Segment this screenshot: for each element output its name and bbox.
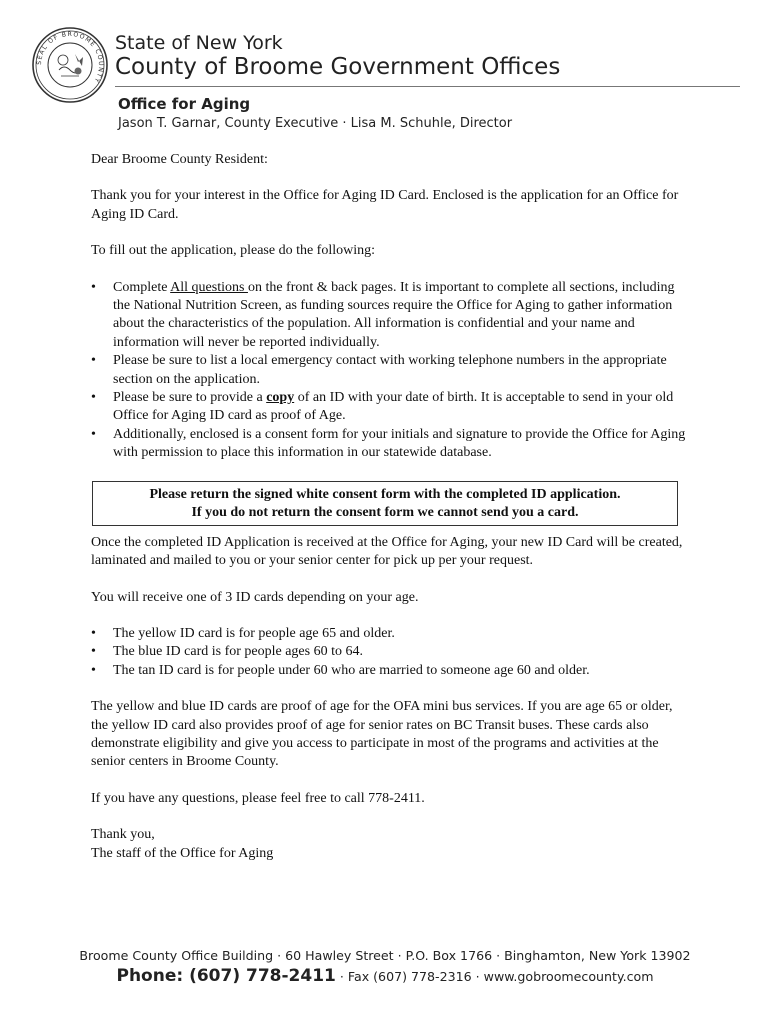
- instruction-text: on the front & back pages. It is important to complete all sections, including the National Nutrition Screen, as funding sources require the Office for Aging to gather information about the characteristics of the population. All information is confidential and your name and information will never be reported individually.: [113, 279, 675, 350]
- list-item: [91, 352, 691, 389]
- card-text: The yellow ID card is for people age 65 and older.: [113, 625, 395, 641]
- cards-lead: You will receive one of 3 ID cards depending on your age.: [91, 589, 419, 605]
- salutation: Dear Broome County Resident:: [91, 152, 268, 167]
- letter-body: [91, 151, 691, 863]
- header-office: Office for Aging: [118, 95, 251, 113]
- closing: Thank you,: [91, 827, 155, 843]
- notice-line-2: If you do not return the consent form we cannot send you a card.: [191, 504, 579, 520]
- intro-paragraph: Thank you for your interest in the Office for Aging ID Card. Enclosed is the application for an Office for Aging ID Card.: [91, 188, 679, 222]
- bullet-icon: •: [91, 390, 96, 406]
- bullet-icon: •: [91, 279, 96, 295]
- list-item: [91, 662, 691, 680]
- instruction-text: Please be sure to provide a: [113, 390, 267, 406]
- instruction-emphasis: copy: [266, 390, 295, 406]
- instruction-emphasis: All questions: [170, 279, 248, 295]
- bullet-icon: •: [91, 662, 96, 678]
- header-state: State of New York: [115, 32, 283, 54]
- list-item: [91, 426, 691, 463]
- footer-contact: [0, 966, 770, 986]
- bullet-icon: •: [91, 353, 96, 369]
- questions-paragraph: If you have any questions, please feel free to call 778-2411.: [91, 790, 425, 806]
- letterhead-footer: [0, 948, 770, 986]
- instructions-list: [91, 279, 691, 463]
- bullet-icon: •: [91, 644, 96, 660]
- processing-paragraph: Once the completed ID Application is received at the Office for Aging, your new ID Card will be created, laminated and mailed to you or your senior center for pick up per your request.: [91, 534, 683, 569]
- header-county: County of Broome Government Offices: [115, 54, 561, 80]
- list-item: [91, 643, 691, 661]
- county-seal-logo: [31, 26, 109, 104]
- instruction-text: Additionally, enclosed is a consent form for your initials and signature to provide the Office for Aging with permission to place this information in our statewide database.: [113, 426, 686, 461]
- card-text: The tan ID card is for people under 60 who are married to someone age 60 and older.: [113, 662, 590, 678]
- consent-notice-box: [92, 481, 678, 526]
- instruction-text: Please be sure to list a local emergency contact with working telephone numbers in the appropriate section on the application.: [113, 353, 667, 387]
- header-officials: Jason T. Garnar, County Executive · Lisa M. Schuhle, Director: [118, 116, 513, 131]
- footer-address: Broome County Office Building · 60 Hawley Street · P.O. Box 1766 · Binghamton, New York 13902: [79, 948, 691, 963]
- usage-paragraph: The yellow and blue ID cards are proof of age for the OFA mini bus services. If you are age 65 or older, the yellow ID card also provides proof of age for senior rates on BC Transit buses. These cards also demonstrate eligibility and give you access to participate in most of the programs and activities at the senior centers in Broome County.: [91, 699, 673, 770]
- signature: The staff of the Office for Aging: [91, 845, 274, 861]
- bullet-icon: •: [91, 625, 96, 641]
- card-text: The blue ID card is for people ages 60 to 64.: [113, 644, 363, 660]
- instructions-lead: To fill out the application, please do the following:: [91, 243, 376, 259]
- instruction-text: of an ID with your date of birth. It is acceptable to send in your old Office for Aging ID card as proof of Age.: [113, 390, 674, 424]
- list-item: [91, 625, 691, 643]
- bullet-icon: •: [91, 426, 96, 442]
- cards-list: [91, 625, 691, 680]
- svg-text:SEAL OF BROOME COUNTY: SEAL OF BROOME COUNTY: [35, 30, 105, 85]
- instruction-text: Complete: [113, 279, 171, 295]
- header-divider: [115, 86, 740, 87]
- footer-fax-web: · Fax (607) 778-2316 · www.gobroomecounty.com: [335, 969, 654, 984]
- notice-line-1: Please return the signed white consent form with the completed ID application.: [149, 486, 621, 502]
- list-item: [91, 279, 691, 353]
- list-item: [91, 389, 691, 426]
- footer-phone: Phone: (607) 778-2411: [116, 966, 336, 986]
